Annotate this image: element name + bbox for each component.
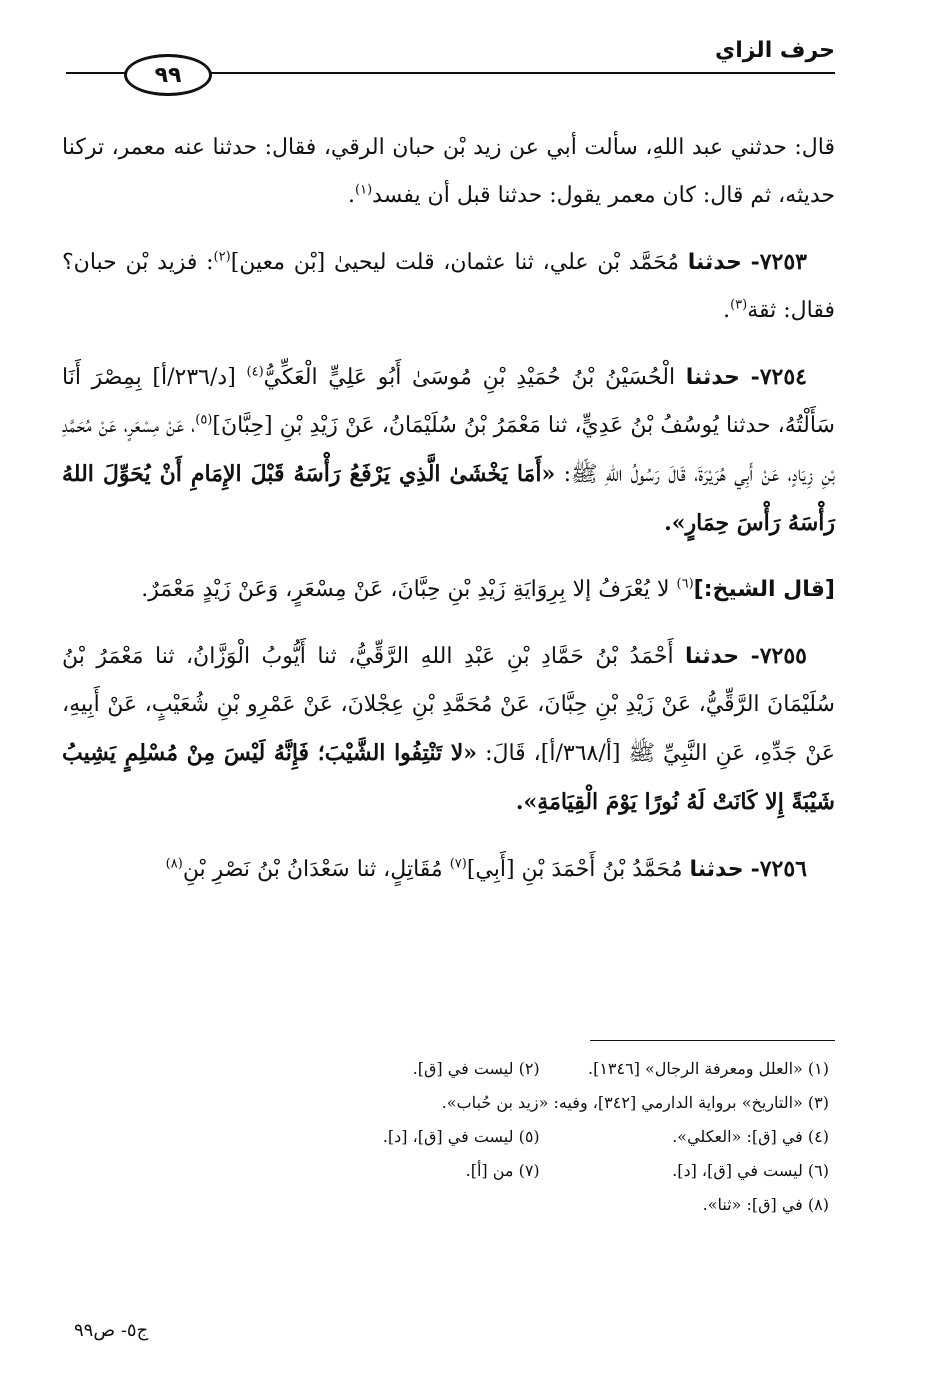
footnote-1: (١) «العلل ومعرفة الرجال» [١٣٤٦]. bbox=[587, 1059, 829, 1078]
hadith-entry-7254: ٧٢٥٤- حدثنا الْحُسَيْنُ بْنُ حُمَيْدِ بْنِ مُوسَىٰ أَبُو عَلِيٍّ الْعَكِّيُّ$^{(٤)}$ [د/٢٣٦/أ] بِمِصْرَ أَنَا سَأَلْتُهُ، حدثنا يُوسُفُ بْنُ عَدِيٍّ، ثنا مَعْمَرُ بْنُ سُلَيْمَانُ، عَنْ زَيْدِ بْنِ [حِبَّانَ]$^{(٥)}$، عَنْ مِسْعَرٍ، عَنْ مُحَمَّدِ بْنِ زِيَادٍ، عَنْ أَبِي هُرَيْرَةَ، قَالَ رَسُولُ اللهِ ﷺ: «أَمَا يَخْشَىٰ الَّذِي يَرْفَعُ رَأْسَهُ قَبْلَ الإِمَامِ أَنْ يُحَوِّلَ اللهُ رَأْسَهُ رَأْسَ حِمَارٍ». bbox=[62, 364, 836, 536]
entry-number: ٧٢٥٣- bbox=[750, 249, 807, 275]
footnote-ref: (٣) bbox=[730, 297, 748, 313]
footnote-row bbox=[200, 1086, 829, 1120]
hadith-text: «أَمَا يَخْشَىٰ الَّذِي يَرْفَعُ رَأْسَهُ قَبْلَ الإِمَامِ أَنْ يُحَوِّلَ اللهُ رَأْسَهُ رَأْسَ حِمَارٍ». bbox=[62, 461, 835, 536]
footnote-4: (٤) في [ق]: «العكلي». bbox=[672, 1127, 829, 1146]
footnote-row bbox=[200, 1052, 829, 1086]
footnotes bbox=[200, 1052, 829, 1222]
footnote-separator bbox=[590, 1040, 835, 1041]
narration-keyword: حدثنا bbox=[685, 644, 740, 669]
footnote-row bbox=[200, 1120, 829, 1154]
page-number: ٩٩ bbox=[124, 54, 212, 96]
footnote-6: (٦) ليست في [ق]، [د]. bbox=[672, 1161, 829, 1180]
narration-keyword: حدثنا bbox=[687, 250, 742, 275]
hadith-entry-7256: ٧٢٥٦- حدثنا مُحَمَّدُ بْنُ أَحْمَدَ بْنِ [أَبِي]$^{(٧)}$ مُقَاتِلٍ، ثنا سَعْدَانُ بْنُ نَصْرِ بْنِ$^{(٨)}$ bbox=[165, 856, 807, 882]
footnote-ref: (٧) bbox=[449, 856, 467, 872]
narration-keyword: حدثنا bbox=[689, 857, 744, 882]
footnote-ref: (٨) bbox=[165, 856, 183, 872]
hadith-entry-7255: ٧٢٥٥- حدثنا أَحْمَدُ بْنُ حَمَّادِ بْنِ عَبْدِ اللهِ الرَّقِّيُّ، ثنا أَيُّوبُ الْوَزَّانُ، ثنا مَعْمَرُ بْنُ سُلَيْمَانَ الرَّقِّيُّ، عَنْ زَيْدِ بْنِ حِبَّانَ، عَنْ مُحَمَّدِ بْنِ عِجْلانَ، عَنْ عَمْرِو بْنِ شُعَيْبٍ، عَنْ أَبِيهِ، عَنْ جَدِّهِ، عَنِ النَّبِيِّ ﷺ [أ/٣٦٨/أ]، قَالَ: «لا تَنْتِفُوا الشَّيْبَ؛ فَإِنَّهُ لَيْسَ مِنْ مُسْلِمٍ يَشِيبُ شَيْبَةً إِلا كَانَتْ لَهُ نُورًا يَوْمَ الْقِيَامَةِ». bbox=[62, 643, 835, 815]
hadith-entry-7253: ٧٢٥٣- حدثنا مُحَمَّد بْن علي، ثنا عثمان، قلت ليحيىٰ [بْن معين]$^{(٢)}$: فزيد بْن حبان؟ فقال: ثقة$^{(٣)}$. bbox=[62, 249, 835, 323]
footnote-2: (٢) ليست في [ق]. bbox=[412, 1059, 540, 1078]
footnote-ref: (٦) bbox=[676, 576, 694, 592]
entry-number: ٧٢٥٥- bbox=[750, 643, 807, 669]
footnote-ref: (٤) bbox=[246, 364, 264, 380]
footnote-ref: (٥) bbox=[195, 412, 213, 428]
footnote-row bbox=[200, 1188, 829, 1222]
footnote-7: (٧) من [أ]. bbox=[465, 1161, 540, 1180]
sheikh-label: [قال الشيخ:] bbox=[693, 577, 835, 602]
chapter-title: حرف الزاي bbox=[715, 38, 835, 63]
body-text bbox=[62, 124, 835, 894]
footnote-5: (٥) ليست في [ق]، [د]. bbox=[382, 1127, 540, 1146]
entry-number: ٧٢٥٦- bbox=[750, 856, 807, 882]
hadith-text: «لا تَنْتِفُوا الشَّيْبَ؛ فَإِنَّهُ لَيْسَ مِنْ مُسْلِمٍ يَشِيبُ شَيْبَةً إِلا كَانَتْ لَهُ نُورًا يَوْمَ الْقِيَامَةِ». bbox=[62, 740, 835, 815]
narration-keyword: حدثنا bbox=[685, 365, 740, 390]
footnote-row bbox=[200, 1154, 829, 1188]
entry-number: ٧٢٥٤- bbox=[750, 364, 807, 390]
volume-page-marker: ج٥- ص٩٩ bbox=[74, 1320, 149, 1341]
footnote-8: (٨) في [ق]: «ثنا». bbox=[702, 1195, 829, 1214]
sheikh-comment: [قال الشيخ:]$^{(٦)}$ لا يُعْرَفُ إلا بِرِوَايَةِ زَيْدِ بْنِ حِبَّانَ، عَنْ مِسْعَرٍ، وَعَنْ زَيْدٍ مَعْمَرٌ. bbox=[141, 576, 835, 602]
footnote-3: (٣) «التاريخ» برواية الدارمي [٣٤٢]، وفيه: «زيد بن حُباب». bbox=[441, 1093, 829, 1112]
paragraph-7252-continuation: قال: حدثني عبد اللهِ، سألت أبي عن زيد بْن حبان الرقي، فقال: حدثنا عنه معمر، تركنا حديثه، ثم قال: كان معمر يقول: حدثنا قبل أن يفسد$^{(١)}$. bbox=[62, 135, 835, 208]
footnote-ref: (١) bbox=[355, 182, 373, 198]
footnote-ref: (٢) bbox=[213, 249, 231, 265]
